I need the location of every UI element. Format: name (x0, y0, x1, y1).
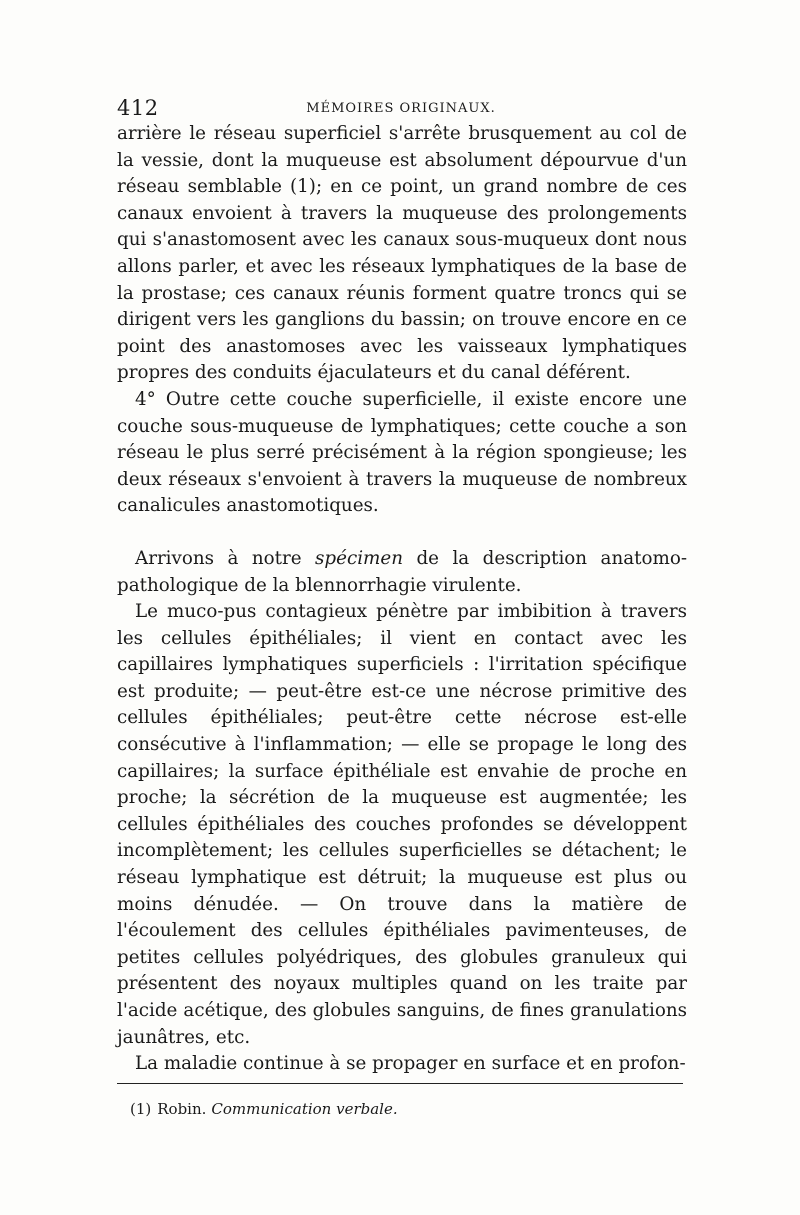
paragraph-lymphatic-network: arrière le réseau superficiel s'arrête brusquement au col de la vessie, dont la muqueuse est absolument dépourvue d'un réseau semblable (1); en ce point, un grand nombre de ces canaux envoient à travers la muqueuse des prolongements qui s'anastomosent avec les canaux sous-muqueux dont nous allons parler, et avec les réseaux lymphatiques de la base de la prostase; ces canaux réunis forment quatre troncs qui se dirigent vers les ganglions du bassin; on trouve encore en ce point des anastomoses avec les vaisseaux lymphatiques propres des conduits éjaculateurs et du canal déférent. (117, 123, 687, 384)
paragraph-disease-progression: La maladie continue à se propager en surface et en profon- (135, 1053, 686, 1075)
running-title: MÉMOIRES ORIGINAUX. (306, 101, 496, 116)
footnote-number: (1) (130, 1100, 152, 1118)
specimen-tail-text: de la description anatomo-pathologique de la blennorrhagie virulente. (117, 547, 687, 596)
main-text (117, 121, 687, 1078)
footnote-divider (117, 1083, 683, 1084)
paragraph-submucous-layer: 4° Outre cette couche superficielle, il existe encore une couche sous-muqueuse de lymphatiques; cette couche a son réseau le plus serré précisément à la région spongieuse; les deux réseaux s'envoient à travers la muqueuse de nombreux canalicules anastomotiques. (117, 388, 687, 517)
footnote-title: Communication verbale. (211, 1100, 398, 1118)
footnote (130, 1099, 398, 1119)
section-break (117, 520, 687, 546)
paragraph-specimen (117, 546, 687, 599)
specimen-lead-text: Arrivons à notre (135, 547, 316, 569)
page-number: 412 (117, 96, 159, 120)
paragraph-muco-pus: Le muco-pus contagieux pénètre par imbibition à travers les cellules épithéliales; il vient en contact avec les capillaires lymphatiques superficiels : l'irritation spécifique est produite; — peut-être est-ce une nécrose primitive des cellules épithéliales; peut-être cette nécrose est-elle consécutive à l'inflammation; — elle se propage le long des capillaires; la surface épithéliale est envahie de proche en proche; la sécrétion de la muqueuse est augmentée; les cellules épithéliales des couches profondes se développent incomplètement; les cellules superficielles se détachent; le réseau lymphatique est détruit; la muqueuse est plus ou moins dénudée. — On trouve dans la matière de l'écoulement des cellules épithéliales pavimenteuses, de petites cellules polyédriques, des globules granuleux qui présentent des noyaux multiples quand on les traite par l'acide acétique, des globules sanguins, de fines granulations jaunâtres, etc. (117, 601, 687, 1048)
specimen-emphasis: spécimen (315, 547, 403, 569)
footnote-author: Robin. (157, 1100, 207, 1118)
page-header (117, 96, 685, 124)
